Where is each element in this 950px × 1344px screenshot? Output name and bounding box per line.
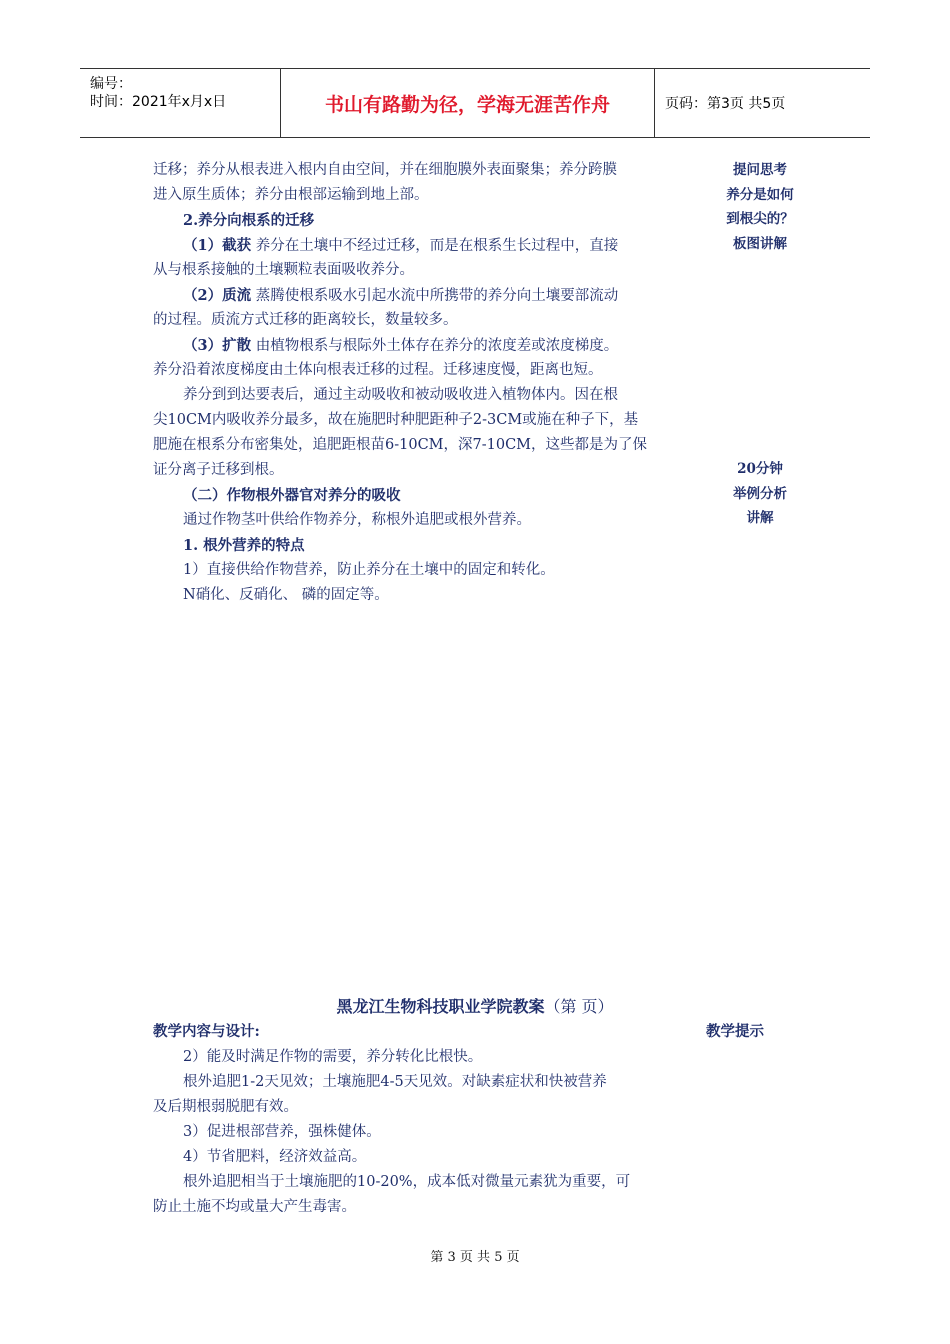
text-line: 1）直接供给作物营养，防止养分在土壤中的固定和转化。	[183, 562, 555, 578]
text-line: 2）能及时满足作物的需要，养分转化比根快。	[183, 1049, 483, 1065]
page-header	[80, 68, 870, 138]
text-line: 根外追肥相当于土壤施肥的10-20%，成本低对微量元素犹为重要，可	[183, 1174, 631, 1190]
title-text: 黑龙江生物科技职业学院教案	[336, 997, 545, 1016]
tip-line: 到根尖的？	[726, 211, 794, 228]
text-line: 防止土施不均或量大产生毒害。	[153, 1199, 356, 1215]
section-heading: 2.养分向根系的迁移	[183, 212, 315, 229]
text-line: 养分到到达要表后，通过主动吸收和被动吸收进入植物体内。因在根	[183, 387, 618, 403]
text-line: 通过作物茎叶供给作物养分，称根外追肥或根外营养。	[183, 512, 531, 528]
page-footer: 第 3 页 共 5 页	[430, 1250, 520, 1265]
term-text: 养分在土壤中不经过迁移，而是在根系生长过程中，直接	[251, 238, 619, 254]
text-line: 3）促进根部营养，强株健体。	[183, 1124, 381, 1140]
text-line: 4）节省肥料，经济效益高。	[183, 1149, 367, 1165]
term-text: 蒸腾使根系吸水引起水流中所携带的养分向土壤要部流动	[251, 288, 619, 304]
text-line: 进入原生质体；养分由根部运输到地上部。	[153, 187, 429, 203]
text-line: 根外追肥1-2天见效；土壤施肥4-5天见效。对缺素症状和快被营养	[183, 1074, 607, 1090]
text-line: 证分离子迁移到根。	[153, 462, 284, 478]
text-line: N硝化、反硝化、 磷的固定等。	[183, 587, 389, 603]
text-line: 养分沿着浓度梯度由土体向根表迁移的过程。迁移速度慢，距离也短。	[153, 362, 603, 378]
lesson-body	[153, 158, 698, 608]
section-heading: （二）作物根外器官对养分的吸收	[183, 487, 401, 504]
term-label: （2）质流	[183, 287, 252, 304]
content-design-heading: 教学内容与设计:	[153, 1023, 260, 1040]
teaching-tips-1	[705, 158, 815, 256]
lesson-body-2	[153, 1045, 698, 1220]
tip-line: 板图讲解	[733, 235, 787, 252]
text-line: 的过程。质流方式迁移的距离较长，数量较多。	[153, 312, 458, 328]
term-label: （1）截获	[183, 237, 252, 254]
term-text: 由植物根系与根际外土体存在养分的浓度差或浓度梯度。	[251, 338, 619, 354]
header-motto: 书山有路勤为径，学海无涯苦作舟	[281, 69, 655, 137]
tip-line: 提问思考	[733, 162, 787, 178]
title-page-paren: （第 页）	[544, 997, 614, 1016]
teaching-tips-heading: 教学提示	[706, 1023, 764, 1040]
text-line: 肥施在根系分布密集处，追肥距根苗6-10CM，深7-10CM，这些都是为了保	[153, 437, 648, 453]
header-page-label: 页码：第3页 共5页	[665, 96, 786, 112]
text-line	[153, 283, 698, 308]
tip-line: 20分钟	[737, 461, 783, 477]
number-label: 编号：	[90, 76, 132, 92]
section-heading: 1. 根外营养的特点	[183, 537, 305, 554]
text-line: 迁移；养分从根表进入根内自由空间，并在细胞膜外表面聚集；养分跨膜	[153, 162, 617, 178]
term-label: （3）扩散	[183, 337, 252, 354]
header-meta-cell	[80, 69, 281, 137]
tip-line: 举例分析	[733, 485, 787, 502]
text-line	[153, 333, 698, 358]
lesson-plan-title	[0, 994, 950, 1017]
text-line: 及后期根弱脱肥有效。	[153, 1099, 298, 1115]
tip-line: 讲解	[746, 510, 774, 527]
text-line: 尖10CM内吸收养分最多，故在施肥时种肥距种子2-3CM或施在种子下，基	[153, 412, 639, 428]
teaching-tips-2	[705, 457, 815, 531]
text-line	[153, 233, 698, 258]
date-label: 时间：2021年x月x日	[90, 94, 227, 110]
text-line: 从与根系接触的土壤颗粒表面吸收养分。	[153, 262, 414, 278]
tip-line: 养分是如何	[726, 186, 794, 203]
